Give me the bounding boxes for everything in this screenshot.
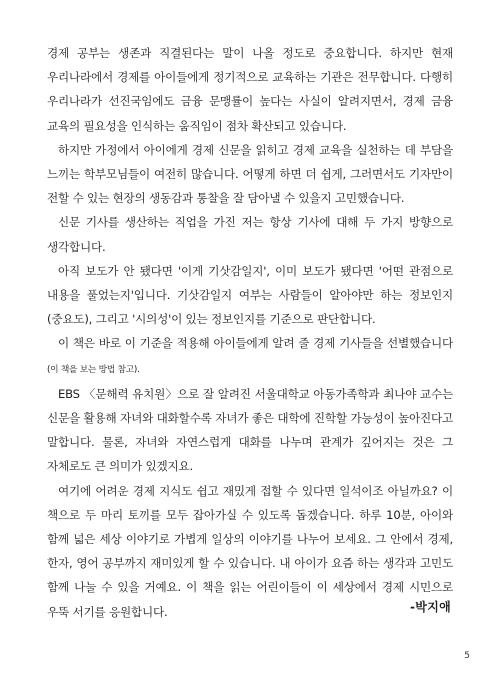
paragraph-6: EBS 〈문해력 유치원〉으로 잘 알려진 서울대학교 아동가족학과 최나야 교수는 신문을 활용해 자녀와 대화할수록 자녀가 좋은 대학에 진학할 가능성이 높아진다고 말합니다. 물론, 자녀와 자연스럽게 대화를 나누며 관계가 깊어지는 것은 그 자체로도 큰 의미가 있겠지요. [47, 386, 453, 474]
paragraph-5 [47, 331, 453, 381]
paragraph-3: 신문 기사를 생산하는 직업을 가진 저는 항상 기사에 대해 두 가지 방향으로 생각합니다. [47, 215, 453, 254]
paragraph-1: 경제 공부는 생존과 직결된다는 말이 나올 정도로 중요합니다. 하지만 현재 우리나라에서 경제를 아이들에게 정기적으로 교육하는 기관은 전무합니다. 다행히 우리나라가 선진국임에도 금융 문맹률이 높다는 사실이 알려지면서, 경제 금융 교육의 필요성을 인식하는 움직임이 점차 확산되고 있습니다. [47, 46, 453, 133]
body-text [47, 41, 453, 624]
author-signature: -박지애 [410, 600, 451, 614]
page-number: 5 [464, 651, 470, 661]
paragraph-7: 여기에 어려운 경제 지식도 쉽고 재밌게 접할 수 있다면 일석이조 아닐까요? 이 책으로 두 마리 토끼를 모두 잡아가실 수 있도록 돕겠습니다. 하루 10분, 아이와 함께 넓은 세상 이야기로 가볍게 일상의 이야기를 나누어 보세요. 그 안에서 경제, 한자, 영어 공부까지 재미있게 할 수 있습니다. 내 아이가 요즘 하는 생각과 고민도 함께 나눌 수 있을 거예요. 이 책을 읽는 어린이들이 이 세상에서 경제 시민으로 우뚝 서기를 응원합니다. [47, 483, 453, 619]
paragraph-2: 하지만 가정에서 아이에게 경제 신문을 읽히고 경제 교육을 실천하는 데 부담을 느끼는 학부모님들이 여전히 많습니다. 어떻게 하면 더 쉽게, 그러면서도 기자만이 전할 수 있는 현장의 생동감과 통찰을 잘 담아낼 수 있을지 고민했습니다. [47, 142, 453, 206]
paragraph-4: 아직 보도가 안 됐다면 '이게 기삿감일지', 이미 보도가 됐다면 '어떤 관점으로 내용을 풀었는지'입니다. 기삿감일지 여부는 사람들이 알아야만 하는 정보인지(중요도), 그리고 '시의성'이 있는 정보인지를 기준으로 판단합니다. [47, 263, 453, 327]
paragraph-5-main: 이 책은 바로 이 기준을 적용해 아이들에게 알려 줄 경제 기사들을 선별했습니다 [58, 336, 453, 351]
paragraph-5-note: (이 책을 보는 방법 참고). [47, 364, 140, 375]
